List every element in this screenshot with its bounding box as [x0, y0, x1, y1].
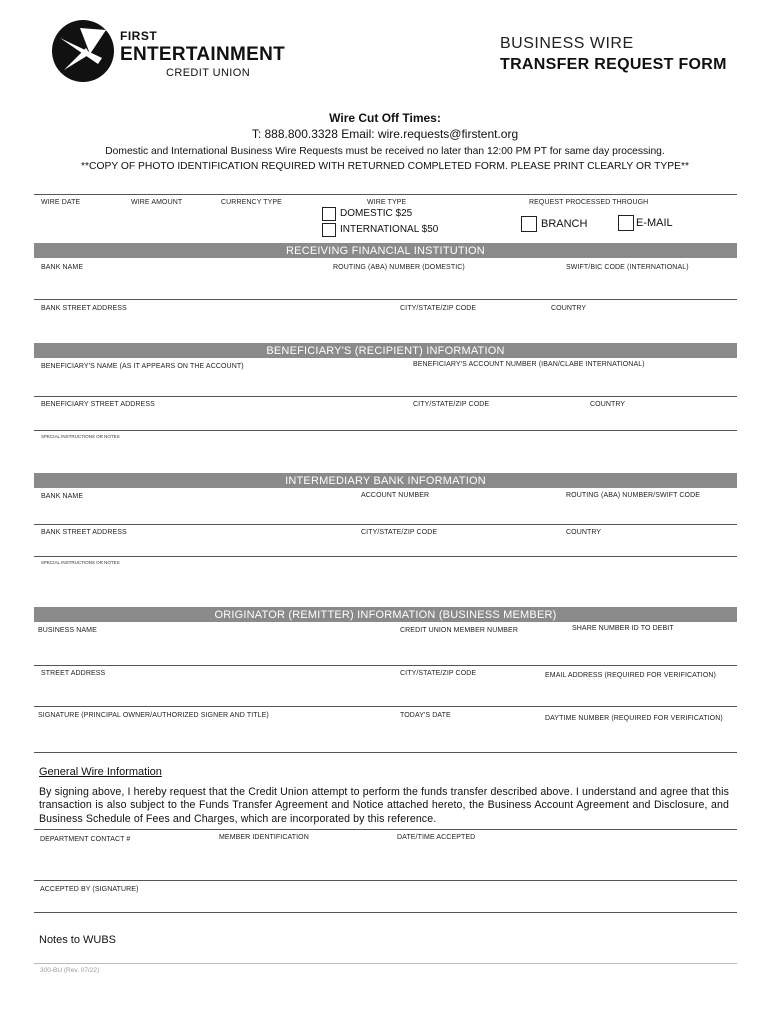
originator-date-label: TODAY'S DATE: [400, 712, 451, 719]
logo-word-first: FIRST: [120, 29, 158, 43]
international-checkbox[interactable]: [322, 223, 336, 237]
originator-member-number-label: CREDIT UNION MEMBER NUMBER: [400, 627, 518, 634]
cutoff-heading: Wire Cut Off Times:: [329, 111, 441, 125]
divider: [34, 524, 737, 525]
email-checkbox[interactable]: [618, 215, 634, 231]
divider: [34, 829, 737, 830]
photo-id-warning: **COPY OF PHOTO IDENTIFICATION REQUIRED WITH RETURNED COMPLETED FORM. PLEASE PRINT CLEARLY OR TYPE**: [81, 161, 689, 172]
beneficiary-street-label: BENEFICIARY STREET ADDRESS: [41, 401, 155, 408]
divider: [34, 556, 737, 557]
section-beneficiary-bar: BENEFICIARY'S (RECIPIENT) INFORMATION: [34, 343, 737, 358]
date-accepted-label: DATE/TIME ACCEPTED: [397, 834, 476, 841]
beneficiary-account-label: BENEFICIARY'S ACCOUNT NUMBER (IBAN/CLABE INTERNATIONAL): [413, 361, 645, 368]
accepted-by-label: ACCEPTED BY (SIGNATURE): [40, 886, 139, 893]
divider: [34, 706, 737, 707]
divider: [34, 430, 737, 431]
originator-business-name-label: BUSINESS NAME: [38, 627, 97, 634]
intermediary-street-label: BANK STREET ADDRESS: [41, 529, 127, 536]
form-title-line1: BUSINESS WIRE: [500, 35, 634, 52]
cutoff-contact: T: 888.800.3328 Email: wire.requests@firstent.org: [251, 127, 519, 141]
notes-label: Notes to WUBS: [39, 934, 117, 946]
dept-contact-label: DEPARTMENT CONTACT #: [40, 836, 131, 843]
receiving-city-label: CITY/STATE/ZIP CODE: [400, 305, 477, 312]
receiving-routing-label: ROUTING (ABA) NUMBER (DOMESTIC): [333, 264, 465, 271]
branch-label: BRANCH: [541, 218, 588, 230]
logo: [50, 18, 286, 86]
email-label: E-MAIL: [636, 217, 673, 229]
wire-amount-label: WIRE AMOUNT: [131, 199, 183, 206]
originator-street-label: STREET ADDRESS: [41, 670, 106, 677]
divider: [34, 665, 737, 666]
section-receiving-bar: RECEIVING FINANCIAL INSTITUTION: [34, 243, 737, 258]
divider: [34, 880, 737, 881]
currency-type-label: CURRENCY TYPE: [221, 199, 282, 206]
originator-daytime-label: DAYTIME NUMBER (REQUIRED FOR VERIFICATION): [545, 715, 723, 722]
receiving-country-label: COUNTRY: [551, 305, 587, 312]
originator-signature-label: SIGNATURE (PRINCIPAL OWNER/AUTHORIZED SIGNER AND TITLE): [38, 712, 269, 719]
intermediary-routing-label: ROUTING (ABA) NUMBER/SWIFT CODE: [566, 492, 701, 499]
domestic-checkbox[interactable]: [322, 207, 336, 221]
originator-email-label: EMAIL ADDRESS (REQUIRED FOR VERIFICATION): [545, 672, 716, 679]
logo-word-credit-union: CREDIT UNION: [166, 67, 251, 79]
intermediary-special-label: SPECIAL INSTRUCTIONS OR NOTES: [41, 560, 120, 565]
divider: [34, 752, 737, 753]
intermediary-city-label: CITY/STATE/ZIP CODE: [361, 529, 438, 536]
branch-checkbox[interactable]: [521, 216, 537, 232]
divider: [34, 912, 737, 913]
logo-word-entertainment: ENTERTAINMENT: [120, 44, 286, 65]
international-label: INTERNATIONAL $50: [340, 224, 439, 235]
divider: [34, 963, 737, 964]
beneficiary-name-label: BENEFICIARY'S NAME (AS IT APPEARS ON THE ACCOUNT): [41, 363, 244, 370]
originator-city-label: CITY/STATE/ZIP CODE: [400, 670, 477, 677]
general-info-heading: General Wire Information: [39, 766, 162, 778]
divider: [34, 194, 737, 195]
member-id-label: MEMBER IDENTIFICATION: [219, 834, 309, 841]
wire-date-label: WIRE DATE: [41, 199, 81, 206]
cutoff-note: Domestic and International Business Wire Requests must be received no later than 12:00 PM PT for same day processing.: [105, 146, 665, 157]
receiving-street-label: BANK STREET ADDRESS: [41, 305, 127, 312]
form-number: 300-BU (Rev. 07/22): [40, 967, 100, 974]
section-intermediary-bar: INTERMEDIARY BANK INFORMATION: [34, 473, 737, 488]
wire-type-label: WIRE TYPE: [367, 199, 407, 206]
form-title-line2: TRANSFER REQUEST FORM: [500, 56, 727, 73]
general-info-text: By signing above, I hereby request that the Credit Union attempt to perform the funds transfer described above. I understand and agree that this transaction is also subject to the Funds Transfer Agreement and Notice attached hereto, the Business Account Agreement and Disclosure, and Business Schedule of Fees and Charges, which are incorporated by this reference.: [39, 786, 729, 825]
intermediary-account-label: ACCOUNT NUMBER: [361, 492, 430, 499]
receiving-swift-label: SWIFT/BIC CODE (INTERNATIONAL): [566, 264, 689, 271]
intermediary-bank-name-label: BANK NAME: [41, 493, 84, 500]
beneficiary-country-label: COUNTRY: [590, 401, 626, 408]
beneficiary-city-label: CITY/STATE/ZIP CODE: [413, 401, 490, 408]
receiving-bank-name-label: BANK NAME: [41, 264, 84, 271]
section-originator-bar: ORIGINATOR (REMITTER) INFORMATION (BUSINESS MEMBER): [34, 607, 737, 622]
processed-through-label: REQUEST PROCESSED THROUGH: [529, 199, 649, 206]
intermediary-country-label: COUNTRY: [566, 529, 602, 536]
domestic-label: DOMESTIC $25: [340, 208, 413, 219]
beneficiary-special-label: SPECIAL INSTRUCTIONS OR NOTES: [41, 434, 120, 439]
originator-share-number-label: SHARE NUMBER ID TO DEBIT: [572, 625, 674, 632]
divider: [34, 396, 737, 397]
logo-mark-icon: [50, 18, 116, 84]
divider: [34, 299, 737, 300]
